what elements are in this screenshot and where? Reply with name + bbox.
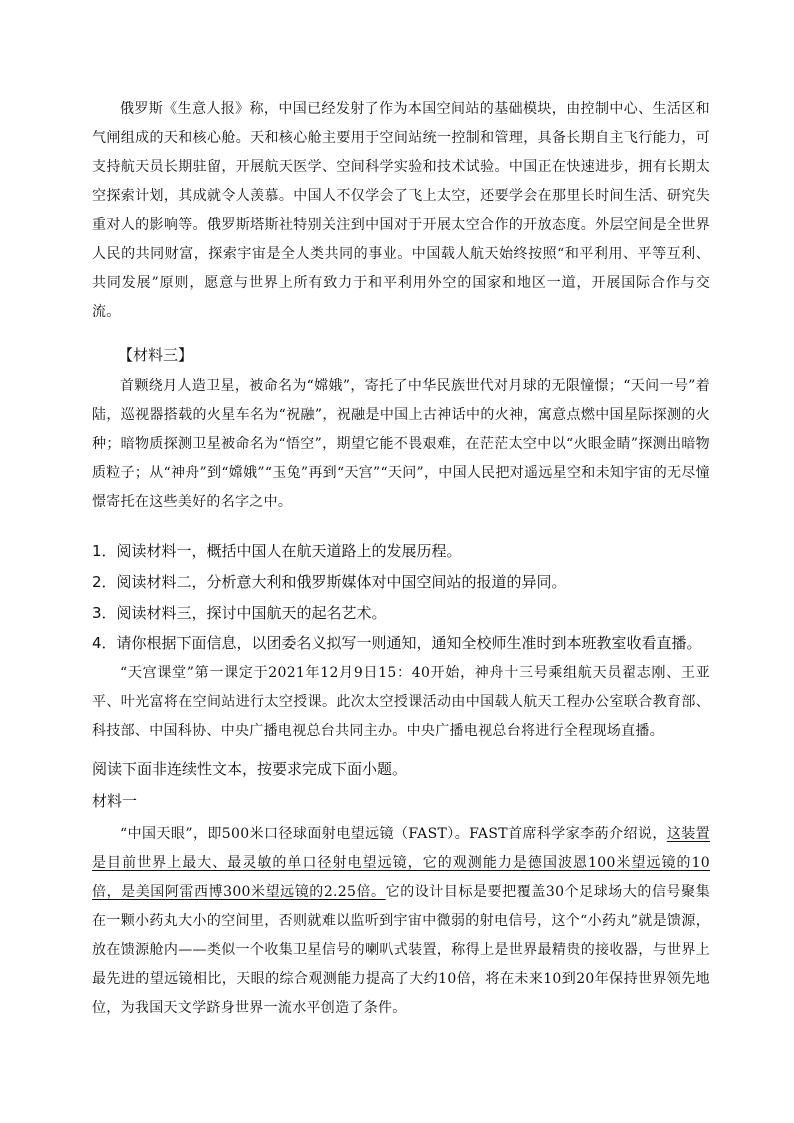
fast-paragraph — [92, 820, 710, 1023]
fast-text-part1: “中国天眼”，即500米口径球面射电望远镜（FAST）。FAST首席科学家李菂介绍说， — [120, 826, 667, 842]
notice-info-paragraph: “天宫课堂”第一课定于2021年12月9日15：40开始，神舟十三号乘组航天员翟志刚、王亚平、叶光富将在空间站进行太空授课。此次太空授课活动由中国载人航天工程办公室联合教育部、科技部、中国科协、中央广播电视总台共同主办。中央广播电视总台将进行全程现场直播。 — [92, 665, 710, 739]
material1-heading: 材料一 — [92, 792, 138, 810]
question-4: 4．请你根据下面信息，以团委名义拟写一则通知，通知全校师生准时到本班教室收看直播。 — [92, 634, 702, 652]
question-1: 1．阅读材料一，概括中国人在航天道路上的发展历程。 — [92, 542, 462, 560]
material3-paragraph: 首颗绕月人造卫星，被命名为“嫦娥”，寄托了中华民族世代对月球的无限憧憬；“天问一号”着陆，巡视器搭载的火星车名为“祝融”，祝融是中国上古神话中的火神，寓意点燃中国星际探测的火种；暗物质探测卫星被命名为“悟空”，期望它能不畏艰难，在茫茫太空中以“火眼金睛”探测出暗物质粒子；从“神舟”到“嫦娥”“玉兔”再到“天宫”“天问”，中国人民把对遥远星空和未知宇宙的无尽憧憬寄托在这些美好的名字之中。 — [92, 378, 710, 510]
material3-heading: 【材料三】 — [118, 346, 194, 364]
fast-text-part2: 它的设计目标是要把覆盖30个足球场大的信号聚集在一颗小药丸大小的空间里，否则就难以监听到宇宙中微弱的射电信号，这个“小药丸”就是馈源，放在馈源舱内——类似一个收集卫星信号的喇叭式装置，称得上是世界最精贵的接收器，与世界上最先进的望远镜相比，天眼的综合观测能力提高了大约10倍，将在未来10到20年保持世界领先地位，为我国天文学跻身世界一流水平创造了条件。 — [92, 884, 710, 1016]
question-2: 2．阅读材料二，分析意大利和俄罗斯媒体对中国空间站的报道的异同。 — [92, 573, 567, 591]
question-3: 3．阅读材料三，探讨中国航天的起名艺术。 — [92, 604, 387, 622]
instruction-text: 阅读下面非连续性文本，按要求完成下面小题。 — [92, 760, 408, 778]
fast-underlined-text: 这装置是目前世界上最大、最灵敏的单口径射电望远镜，它的观测能力是德国波恩100米望远镜的10倍，是美国阿雷西博300米望远镜的2.25倍。 — [92, 826, 710, 900]
material2-paragraph: 俄罗斯《生意人报》称，中国已经发射了作为本国空间站的基础模块，由控制中心、生活区和气闸组成的天和核心舱。天和核心舱主要用于空间站统一控制和管理，具备长期自主飞行能力，可支持航天员长期驻留，开展航天医学、空间科学实验和技术试验。中国正在快速进步，拥有长期太空探索计划，其成就令人羡慕。中国人不仅学会了飞上太空，还要学会在那里长时间生活、研究失重对人的影响等。俄罗斯塔斯社特别关注到中国对于开展太空合作的开放态度。外层空间是全世界人民的共同财富，探索宇宙是全人类共同的事业。中国载人航天始终按照“和平利用、平等互利、共同发展”原则，愿意与世界上所有致力于和平利用外空的国家和地区一道，开展国际合作与交流。 — [92, 101, 710, 320]
